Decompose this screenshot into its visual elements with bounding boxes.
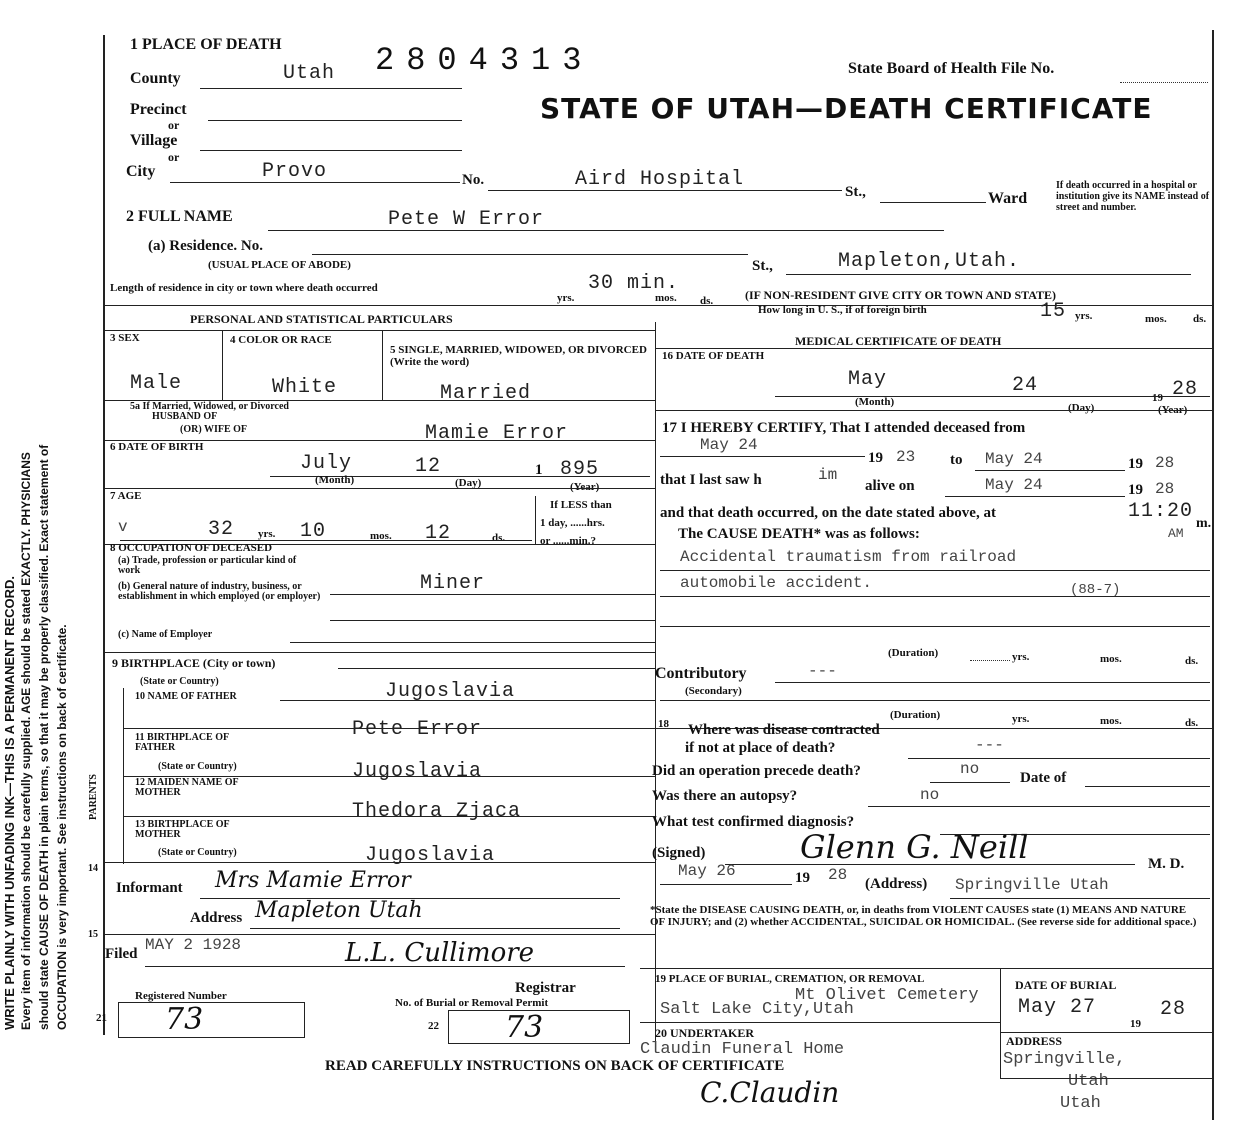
registered-number-value: 73 (165, 1002, 204, 1037)
month-caption: (Month) (855, 396, 895, 408)
personal-section-label: PERSONAL AND STATISTICAL PARTICULARS (190, 312, 453, 326)
autopsy-question: Was there an autopsy? (652, 788, 798, 804)
undertaker-value: Claudin Funeral Home (640, 1040, 845, 1059)
mother-birthplace-value: Jugoslavia (365, 844, 496, 867)
spouse-label-c: (OR) WIFE OF (180, 424, 248, 435)
certificate-number: 2804313 (375, 42, 594, 79)
physician-signature: Glenn G. Neill (800, 828, 1029, 866)
cause-footnote: *State the DISEASE CAUSING DEATH, or, in deaths from VIOLENT CAUSES state (1) MEANS AND NATURE OF INJURY; and (2) whether ACCIDENTAL, SUICIDAL OR HOMICIDAL. (See reverse side for additional space.) (650, 904, 1197, 928)
undertaker-address-line-1: Springville, (1003, 1050, 1126, 1069)
margin-instructions-1: Every item of information should be carefully supplied. AGE should be stated EXACTLY. PHYSICIANS (19, 452, 33, 1030)
ward-note: If death occurred in a hospital or institution give its NAME instead of street and number. (1056, 180, 1210, 213)
place-of-burial-label: 19 PLACE OF BURIAL, CREMATION, OR REMOVAL (655, 973, 925, 985)
marital-value: Married (440, 382, 532, 405)
signed-label: (Signed) (652, 845, 706, 861)
attended-to-date: May 24 (985, 450, 1043, 468)
ds-label: ds. (1193, 313, 1207, 325)
cause-line-2: automobile accident. (680, 574, 873, 592)
burial-date: May 27 (1018, 996, 1097, 1019)
year-prefix: 19 (795, 870, 810, 886)
to-label: to (950, 452, 963, 468)
state-country-caption: (State or Country) (140, 676, 219, 687)
county-value: Utah (283, 62, 336, 85)
ward-label: Ward (988, 190, 1028, 207)
dob-month: July (300, 452, 353, 475)
marital-label: 5 SINGLE, MARRIED, WIDOWED, OR DIVORCED (Write the word) (390, 344, 647, 368)
year-caption: (Year) (570, 481, 600, 493)
mother-birthplace-label: 13 BIRTHPLACE OF MOTHER (135, 819, 230, 840)
death-time: 11:20 (1128, 500, 1194, 523)
min-label: or ......min.? (540, 535, 597, 547)
alive-on-label: alive on (865, 478, 915, 494)
document-title: STATE OF UTAH—DEATH CERTIFICATE (540, 92, 1153, 125)
last-saw-year: 28 (1155, 480, 1175, 498)
autopsy-value: no (920, 786, 940, 804)
cause-label: The CAUSE DEATH* was as follows: (678, 526, 920, 542)
burial-place-line-1: Mt Olivet Cemetery (795, 986, 979, 1005)
item-18-number: 18 (658, 718, 669, 730)
full-name-label: 2 FULL NAME (126, 208, 233, 225)
filed-label: Filed (105, 946, 138, 962)
medical-section-label: MEDICAL CERTIFICATE OF DEATH (795, 334, 1002, 348)
state-country-caption: (State or Country) (158, 847, 237, 858)
disease-contracted-q2: if not at place of death? (685, 740, 836, 756)
city-label: City (126, 163, 156, 180)
st-label: St., (845, 184, 866, 200)
contributory-label: Contributory (655, 665, 747, 682)
undertaker-address-line-3: Utah (1060, 1094, 1101, 1113)
mos-label: mos. (1145, 313, 1167, 325)
residence-label: (a) Residence. No. (148, 238, 263, 254)
registrar-label: Registrar (515, 980, 576, 996)
secondary-label: (Secondary) (685, 685, 742, 697)
residence-value: Mapleton,Utah. (838, 250, 1021, 273)
occupation-value: Miner (420, 572, 486, 595)
signed-date: May 26 (678, 862, 736, 880)
year-prefix: 19 (1128, 482, 1143, 498)
burial-permit-label: No. of Burial or Removal Permit (395, 997, 549, 1009)
operation-question: Did an operation precede death? (652, 763, 861, 779)
cause-code: (88-7) (1070, 582, 1121, 598)
dob-year: 895 (560, 458, 600, 481)
color-value: White (272, 376, 338, 399)
or-label: or (168, 118, 180, 132)
yrs-label: yrs. (1012, 651, 1030, 663)
city-value: Provo (262, 160, 328, 183)
spouse-value: Mamie Error (425, 422, 569, 445)
dod-label: 16 DATE OF DEATH (662, 350, 765, 362)
county-label: County (130, 70, 181, 87)
parents-label: PARENTS (88, 774, 99, 820)
spouse-label-a: 5a If Married, Widowed, or Divorced (130, 401, 289, 412)
birthplace-label: 9 BIRTHPLACE (City or town) (112, 656, 276, 670)
dob-day: 12 (415, 455, 442, 478)
hospital-value: Aird Hospital (575, 168, 745, 191)
item-22-number: 22 (428, 1020, 439, 1032)
ds-label: ds. (492, 532, 506, 544)
less-than-label: If LESS than (550, 499, 612, 511)
operation-value: no (960, 760, 980, 778)
age-years: 32 (208, 518, 235, 541)
ds-label: ds. (1185, 655, 1199, 667)
village-label: Village (130, 132, 178, 149)
state-country-caption: (State or Country) (158, 761, 237, 772)
nonresident-note: (IF NON-RESIDENT GIVE CITY OR TOWN AND STATE) (745, 288, 1057, 302)
date-of-label: Date of (1020, 770, 1067, 786)
mos-label: mos. (1100, 715, 1122, 727)
contributory-value: --- (808, 662, 837, 680)
dob-label: 6 DATE OF BIRTH (110, 441, 204, 453)
burial-year: 28 (1160, 998, 1187, 1021)
dod-century: 19 (1152, 392, 1163, 404)
length-value: 30 min. (588, 272, 680, 295)
attended-from-year: 23 (896, 448, 916, 466)
item-15-number: 15 (88, 929, 98, 940)
residence-st-label: St., (752, 258, 773, 274)
attended-from-date: May 24 (700, 436, 758, 454)
color-label: 4 COLOR OR RACE (230, 334, 332, 346)
margin-instructions-2: should state CAUSE OF DEATH in plain terms, so that it may be properly classified. Exact statement of (37, 444, 51, 1030)
informant-address-label: Address (190, 910, 243, 926)
us-residence-label: How long in U. S., if of foreign birth (758, 304, 927, 316)
item-14-number: 14 (88, 863, 98, 874)
father-birthplace-label: 11 BIRTHPLACE OF FATHER (135, 732, 229, 753)
usual-abode-label: (USUAL PLACE OF ABODE) (208, 259, 351, 271)
undertaker-address-label: ADDRESS (1006, 1034, 1063, 1048)
hrs-label: 1 day, ......hrs. (540, 517, 605, 529)
informant-label: Informant (116, 880, 183, 896)
dob-century: 1 (535, 462, 543, 478)
year-caption: (Year) (1158, 404, 1188, 416)
yrs-label: yrs. (557, 292, 575, 304)
m-label: m. (1196, 516, 1212, 531)
yrs-label: yrs. (1012, 713, 1030, 725)
filed-stamp: MAY 2 1928 (145, 936, 242, 954)
yrs-label: yrs. (258, 528, 276, 540)
father-name-value: Pete Error (352, 718, 483, 741)
age-months: 10 (300, 520, 327, 543)
full-name-value: Pete W Error (388, 208, 545, 231)
us-residence-value: 15 (1040, 300, 1067, 323)
registered-number-label: Registered Number (135, 990, 227, 1002)
last-saw-label: that I last saw h (660, 472, 762, 488)
am-stamp: AM (1168, 526, 1184, 541)
ds-label: ds. (700, 295, 714, 307)
certify-text: 17 I HEREBY CERTIFY, That I attended deceased from (662, 420, 1026, 436)
date-of-burial-label: DATE OF BURIAL (1015, 978, 1117, 992)
duration-label: (Duration) (890, 709, 941, 721)
no-label: No. (462, 172, 485, 188)
day-caption: (Day) (1068, 402, 1095, 414)
year-prefix: 19 (1128, 456, 1143, 472)
spouse-label-b: HUSBAND OF (152, 411, 218, 422)
age-check: v (118, 518, 128, 536)
informant-address-value: Mapleton Utah (255, 898, 423, 923)
year-prefix: 19 (868, 450, 883, 466)
signed-year: 28 (828, 866, 848, 884)
undertaker-signature: C.Claudin (700, 1076, 840, 1109)
disease-contracted-q1: Where was disease contracted (688, 722, 880, 738)
undertaker-address-line-2: Utah (1068, 1072, 1109, 1091)
dod-year: 28 (1172, 378, 1199, 401)
age-days: 12 (425, 522, 452, 545)
test-question: What test confirmed diagnosis? (652, 814, 855, 830)
physician-address: Springville Utah (955, 876, 1109, 894)
length-of-residence-label: Length of residence in city or town where death occurred (110, 282, 378, 294)
registrar-signature: L.L. Cullimore (345, 938, 535, 968)
item-21-number: 21 (96, 1012, 107, 1024)
sex-value: Male (130, 372, 183, 395)
undertaker-label: 20 UNDERTAKER (655, 1026, 755, 1040)
yrs-label: yrs. (1075, 310, 1093, 322)
month-caption: (Month) (315, 474, 355, 486)
year-prefix: 19 (1130, 1018, 1141, 1030)
age-label: 7 AGE (110, 490, 142, 502)
father-name-label: 10 NAME OF FATHER (135, 691, 237, 702)
mother-name-value: Thedora Zjaca (352, 800, 522, 823)
cause-line-1: Accidental traumatism from railroad (680, 548, 1017, 566)
death-occurred-text: and that death occurred, on the date stated above, at (660, 505, 996, 521)
address-label: (Address) (865, 876, 928, 892)
file-no-label: State Board of Health File No. (848, 60, 1055, 77)
father-birthplace-value: Jugoslavia (352, 760, 483, 783)
mos-label: mos. (370, 530, 392, 542)
ds-label: ds. (1185, 717, 1199, 729)
burial-place-line-2: Salt Lake City,Utah (660, 1000, 854, 1019)
or-label: or (168, 150, 180, 164)
dod-month: May (848, 368, 888, 391)
attended-to-year: 28 (1155, 454, 1175, 472)
dod-day: 24 (1012, 374, 1039, 397)
md-label: M. D. (1148, 856, 1185, 872)
disease-contracted-value: --- (975, 736, 1004, 754)
birthplace-value: Jugoslavia (385, 680, 516, 703)
mos-label: mos. (655, 292, 677, 304)
burial-permit-value: 73 (505, 1010, 544, 1045)
sex-label: 3 SEX (110, 332, 140, 344)
last-saw-him: im (818, 466, 838, 484)
informant-signature: Mrs Mamie Error (215, 868, 411, 893)
employer-label: (c) Name of Employer (118, 629, 213, 640)
duration-label: (Duration) (888, 647, 939, 659)
last-saw-date: May 24 (985, 476, 1043, 494)
place-of-death-label: 1 PLACE OF DEATH (130, 36, 282, 53)
occupation-a-label: (a) Trade, profession or particular kind of work (118, 555, 297, 576)
precinct-label: Precinct (130, 101, 187, 118)
margin-instructions-3: OCCUPATION is very important. See instructions on back of certificate. (55, 624, 69, 1030)
occupation-label: 8 OCCUPATION OF DECEASED (110, 542, 273, 554)
read-instructions: READ CAREFULLY INSTRUCTIONS ON BACK OF CERTIFICATE (325, 1058, 785, 1074)
mos-label: mos. (1100, 653, 1122, 665)
day-caption: (Day) (455, 477, 482, 489)
occupation-b-label: (b) General nature of industry, business, or establishment in which employed (or employer) (118, 581, 321, 602)
mother-name-label: 12 MAIDEN NAME OF MOTHER (135, 777, 239, 798)
margin-warning: WRITE PLAINLY WITH UNFADING INK—THIS IS A PERMANENT RECORD. (2, 575, 17, 1030)
